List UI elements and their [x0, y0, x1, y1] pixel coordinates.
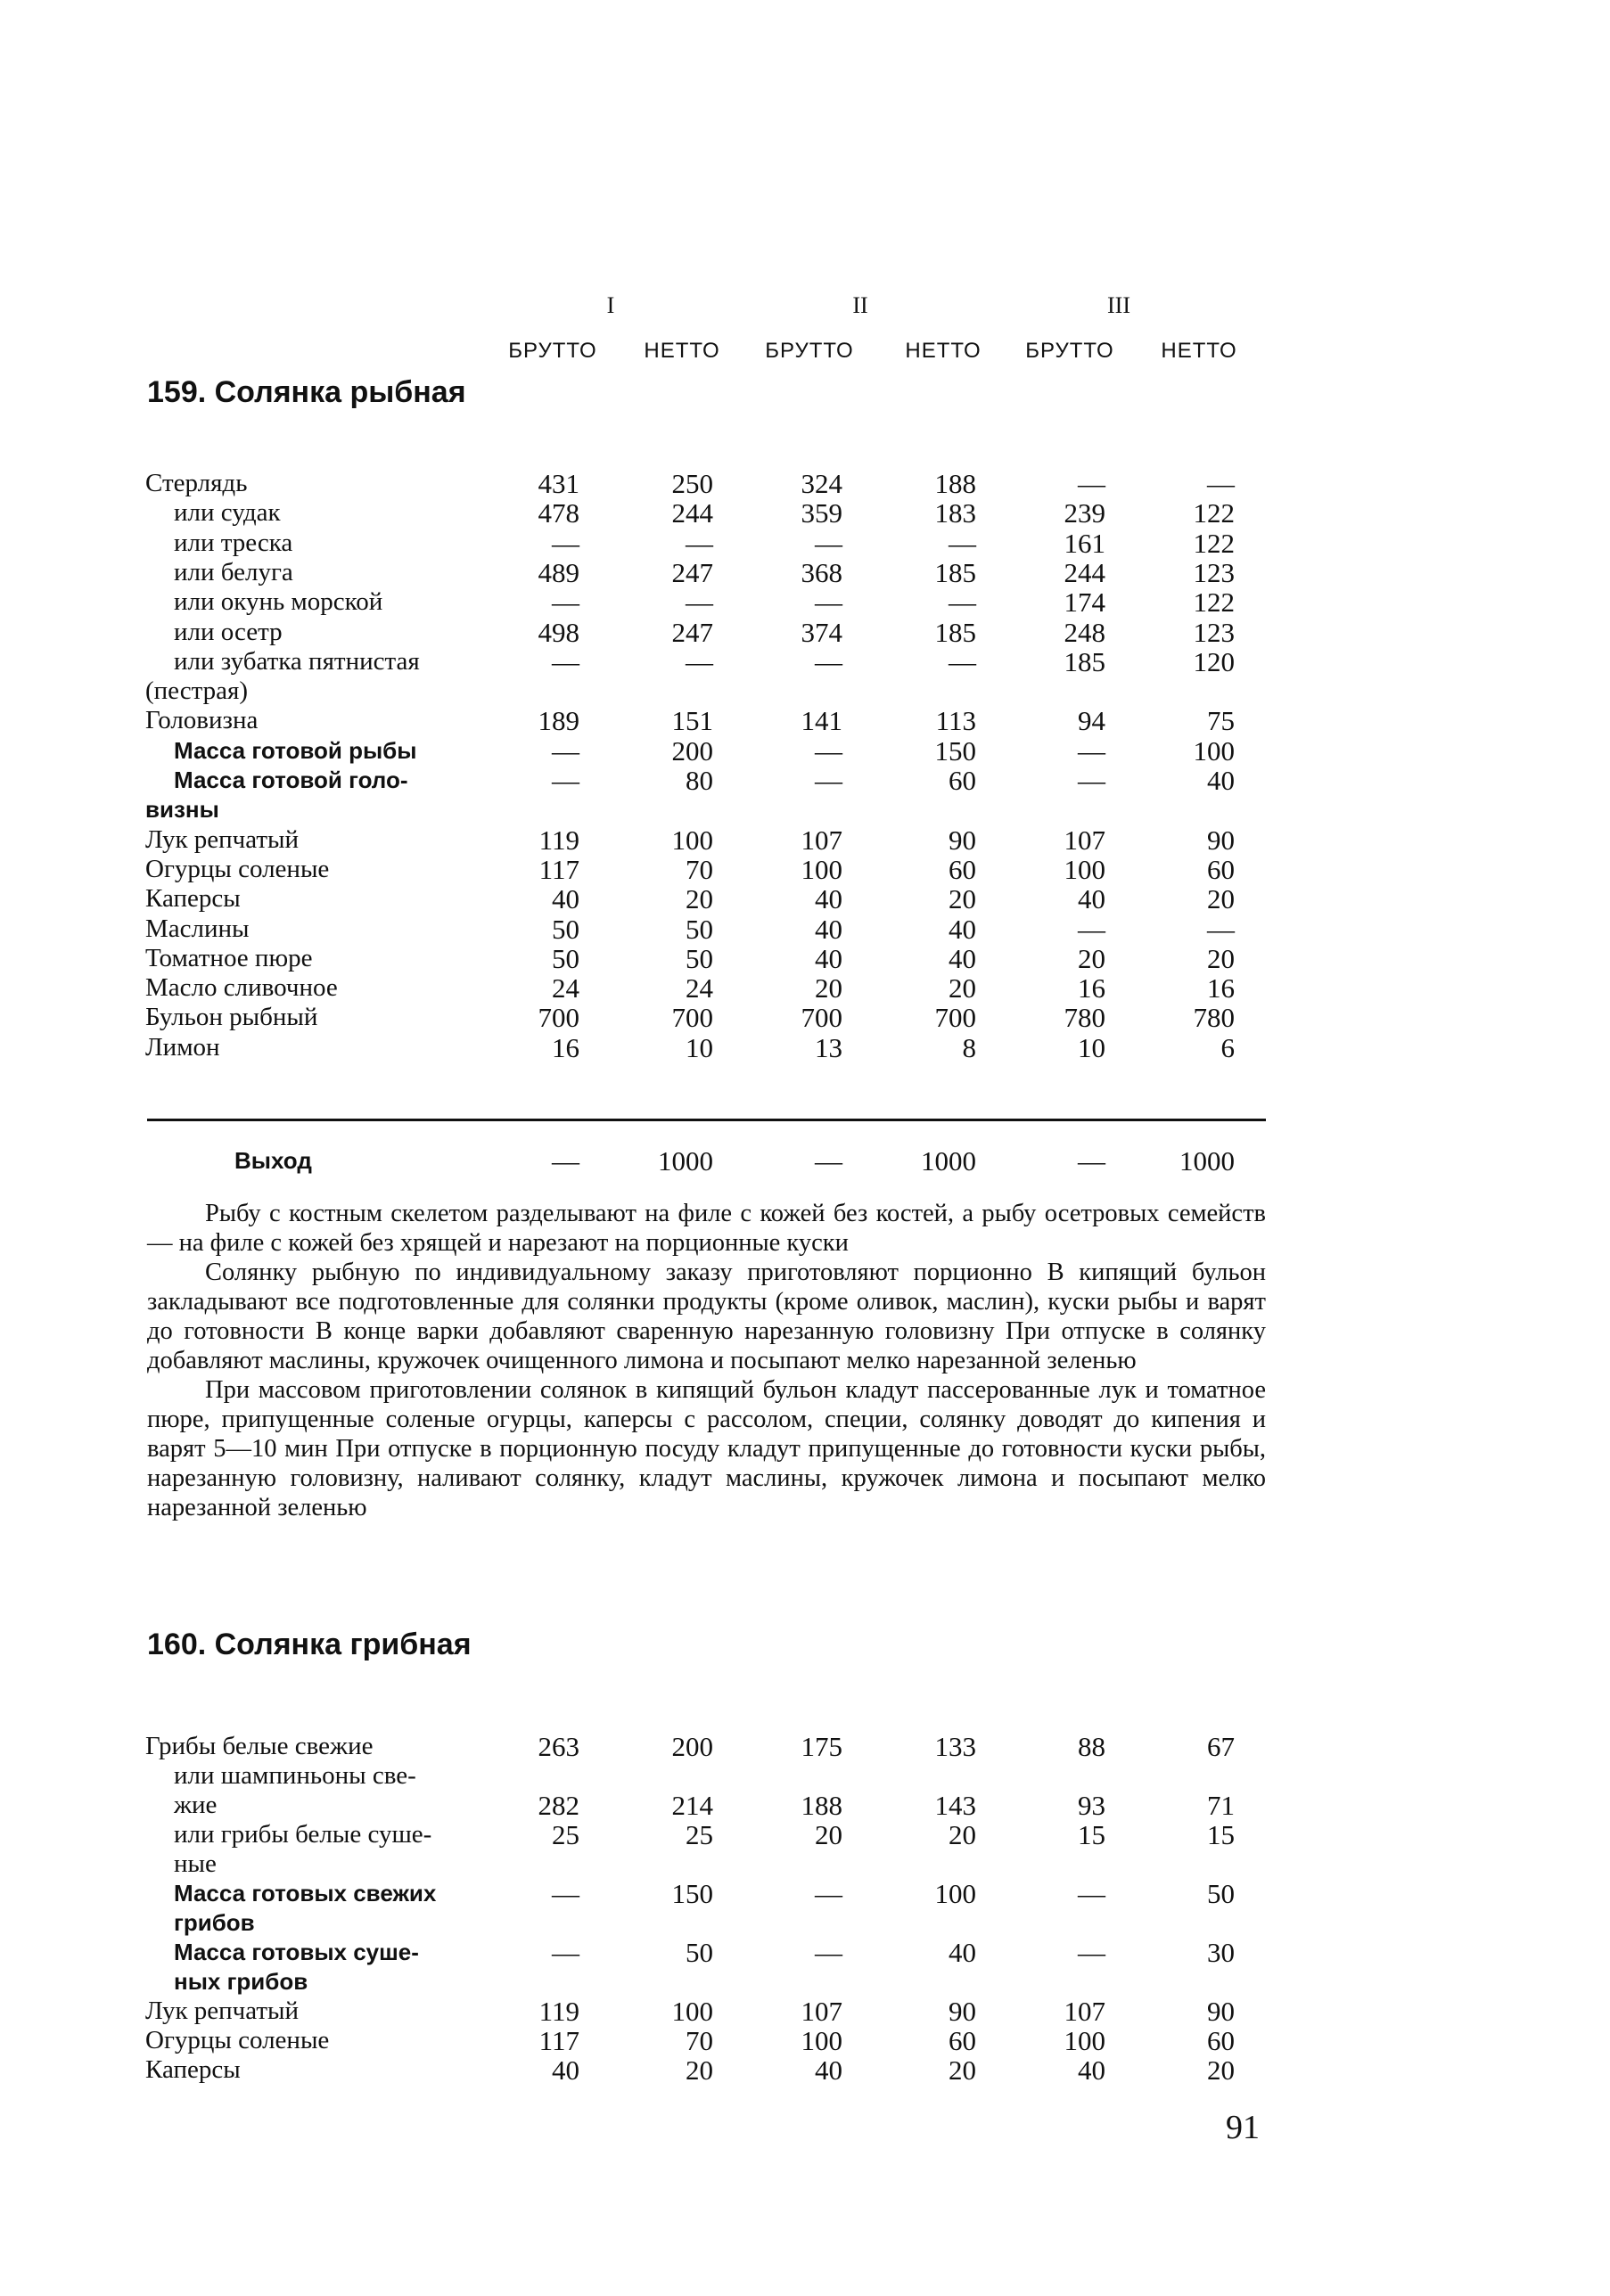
table-row: [0, 1761, 1610, 1791]
quantity-cell: 133: [934, 1731, 976, 1762]
ingredient-label: Масса готовой голо-: [174, 767, 408, 793]
table-row: [0, 914, 1610, 944]
quantity-cell: —: [1207, 468, 1235, 499]
ingredient-label: или шампиньоны све-: [174, 1761, 416, 1790]
quantity-cell: 40: [1078, 2054, 1105, 2086]
quantity-cell: 100: [934, 1878, 976, 1909]
quantity-cell: 40: [949, 1937, 976, 1968]
quantity-cell: —: [1078, 913, 1105, 945]
quantity-cell: 50: [552, 942, 579, 974]
quantity-cell: 247: [671, 616, 713, 648]
quantity-cell: 122: [1193, 586, 1235, 619]
quantity-cell: 90: [949, 1996, 976, 2027]
quantity-cell: 185: [934, 616, 976, 648]
quantity-cell: —: [1207, 913, 1235, 945]
quantity-cell: —: [815, 765, 842, 796]
yield-value: —: [815, 1145, 842, 1177]
quantity-cell: 20: [1207, 2054, 1235, 2086]
ingredient-label: или окунь морской: [174, 587, 383, 617]
quantity-cell: 70: [686, 2025, 713, 2056]
quantity-cell: 100: [1064, 853, 1105, 885]
table-row: [0, 706, 1610, 735]
table-row: [0, 558, 1610, 587]
table-row: [0, 884, 1610, 914]
table-row: [0, 529, 1610, 558]
quantity-cell: —: [815, 1878, 842, 1909]
quantity-cell: 100: [671, 824, 713, 856]
quantity-cell: 60: [949, 2025, 976, 2056]
quantity-cell: —: [949, 586, 976, 619]
quantity-cell: 60: [1207, 2025, 1235, 2056]
table-row: [0, 1997, 1610, 2026]
table-row: [0, 618, 1610, 647]
quantity-cell: —: [949, 645, 976, 677]
ingredient-label: или зубатка пятнистая: [174, 646, 420, 676]
quantity-cell: 40: [815, 913, 842, 945]
ingredient-label: Масса готовых свежих: [174, 1880, 437, 1906]
recipe-159-title: 159. Солянка рыбная: [147, 375, 466, 409]
ingredient-label: визны: [145, 796, 219, 824]
quantity-cell: 700: [671, 1002, 713, 1034]
yield-value: —: [552, 1145, 579, 1177]
quantity-cell: —: [1078, 1937, 1105, 1968]
quantity-cell: 150: [934, 734, 976, 767]
quantity-cell: 263: [538, 1731, 579, 1762]
quantity-cell: 20: [686, 2054, 713, 2086]
ingredient-label: ных грибов: [174, 1968, 308, 1995]
ingredient-label: Каперсы: [145, 884, 241, 914]
quantity-cell: 174: [1064, 586, 1105, 619]
quantity-cell: 200: [671, 1731, 713, 1762]
table-row: [0, 1791, 1610, 1820]
quantity-cell: 20: [815, 972, 842, 1004]
quantity-cell: 88: [1078, 1731, 1105, 1762]
quantity-cell: 40: [1207, 765, 1235, 796]
table-row: [0, 2055, 1610, 2085]
ingredient-label: ные: [174, 1849, 217, 1878]
column-header-brutto-1: БРУТТО: [508, 339, 597, 363]
quantity-cell: 71: [1207, 1790, 1235, 1821]
ingredient-label: Грибы белые свежие: [145, 1732, 374, 1760]
table-row: [0, 2026, 1610, 2055]
quantity-cell: 359: [801, 497, 842, 529]
quantity-cell: 324: [801, 468, 842, 499]
quantity-cell: 282: [538, 1790, 579, 1821]
quantity-cell: 90: [1207, 1996, 1235, 2027]
quantity-cell: 50: [686, 1937, 713, 1968]
quantity-cell: 40: [815, 942, 842, 974]
quantity-cell: —: [815, 1937, 842, 1968]
quantity-cell: 239: [1064, 497, 1105, 529]
table-row: [0, 1849, 1610, 1879]
table-row: [0, 766, 1610, 795]
quantity-cell: —: [815, 645, 842, 677]
quantity-cell: 50: [1207, 1878, 1235, 1909]
quantity-cell: —: [686, 527, 713, 559]
quantity-cell: 498: [538, 616, 579, 648]
ingredient-label: Бульон рыбный: [145, 1003, 318, 1032]
quantity-cell: 90: [949, 824, 976, 856]
table-row: [0, 825, 1610, 855]
page-number: 91: [1226, 2109, 1260, 2146]
ingredient-label: Масса готовой рыбы: [174, 736, 417, 764]
ingredient-label: или судак: [174, 498, 281, 528]
quantity-cell: 40: [815, 883, 842, 915]
quantity-cell: 368: [801, 556, 842, 588]
quantity-cell: 489: [538, 556, 579, 588]
quantity-cell: 24: [552, 972, 579, 1004]
ingredient-label: Масса готовых суше-: [174, 1939, 419, 1965]
yield-value: 1000: [658, 1145, 713, 1177]
quantity-cell: 700: [801, 1002, 842, 1034]
yield-divider: [147, 1119, 1266, 1121]
quantity-cell: 60: [1207, 853, 1235, 885]
column-group-iii: III: [1107, 292, 1130, 318]
quantity-cell: 25: [686, 1819, 713, 1850]
quantity-cell: 70: [686, 853, 713, 885]
quantity-cell: 20: [1078, 942, 1105, 974]
yield-value: 1000: [921, 1145, 976, 1177]
quantity-cell: 50: [686, 913, 713, 945]
quantity-cell: 141: [801, 705, 842, 737]
quantity-cell: 67: [1207, 1731, 1235, 1762]
quantity-cell: 200: [671, 734, 713, 767]
quantity-cell: 16: [552, 1031, 579, 1063]
ingredient-label: Лимон: [145, 1032, 220, 1062]
table-row: [0, 944, 1610, 973]
quantity-cell: 13: [815, 1031, 842, 1063]
quantity-cell: 50: [552, 913, 579, 945]
quantity-cell: 30: [1207, 1937, 1235, 1968]
quantity-cell: 185: [934, 556, 976, 588]
quantity-cell: 123: [1193, 616, 1235, 648]
quantity-cell: 75: [1207, 705, 1235, 737]
quantity-cell: 80: [686, 765, 713, 796]
ingredient-label: Маслины: [145, 914, 250, 943]
column-group-i: I: [606, 292, 615, 318]
quantity-cell: 107: [801, 1996, 842, 2027]
column-header-netto-3: НЕТТО: [1161, 339, 1237, 363]
quantity-cell: 780: [1193, 1002, 1235, 1034]
quantity-cell: 16: [1207, 972, 1235, 1004]
quantity-cell: 40: [949, 942, 976, 974]
instruction-paragraph: Солянку рыбную по индивидуальному заказу приготовляют порционно В кипящий бульон закладывают все подготовленные для солянки продукты (кроме оливок, маслин), куски рыбы и варят до готовности В конце варки добавляют сваренную нарезанную головизну При отпуске в солянку добавляют маслины, кружочек очищенного лимона и посыпают мелко нарезанной зеленью: [147, 1259, 1266, 1374]
quantity-cell: 244: [1064, 556, 1105, 588]
quantity-cell: 431: [538, 468, 579, 499]
quantity-cell: 100: [671, 1996, 713, 2027]
table-row: [0, 1820, 1610, 1849]
ingredient-label: Масло сливочное: [145, 973, 338, 1003]
instruction-paragraph: Рыбу с костным скелетом разделывают на филе с кожей без костей, а рыбу осетровых семейств — на филе с кожей без хрящей и нарезают на порционные куски: [147, 1200, 1266, 1257]
quantity-cell: 175: [801, 1731, 842, 1762]
quantity-cell: 247: [671, 556, 713, 588]
ingredient-label: Томатное пюре: [145, 943, 313, 972]
ingredient-label: Огурцы соленые: [145, 854, 330, 883]
ingredient-label: Лук репчатый: [145, 824, 300, 854]
quantity-cell: 24: [686, 972, 713, 1004]
quantity-cell: —: [686, 586, 713, 619]
quantity-cell: 20: [1207, 942, 1235, 974]
recipe-159-instructions: [147, 1199, 1266, 1522]
table-row: [0, 855, 1610, 884]
quantity-cell: 8: [962, 1031, 976, 1063]
quantity-cell: 10: [1078, 1031, 1105, 1063]
table-row: [0, 587, 1610, 617]
quantity-cell: 40: [949, 913, 976, 945]
quantity-cell: —: [949, 527, 976, 559]
ingredient-label: Головизна: [145, 706, 259, 735]
quantity-cell: 20: [815, 1819, 842, 1850]
quantity-cell: —: [552, 1937, 579, 1968]
quantity-cell: —: [1078, 734, 1105, 767]
quantity-cell: 25: [552, 1819, 579, 1850]
ingredient-label: Лук репчатый: [145, 1997, 300, 2025]
quantity-cell: —: [686, 645, 713, 677]
ingredient-label: Стерлядь: [145, 469, 248, 497]
ingredient-label: или белуга: [174, 557, 293, 586]
quantity-cell: —: [552, 765, 579, 796]
table-row: [0, 1879, 1610, 1908]
recipe-160-title: 160. Солянка грибная: [147, 1628, 472, 1661]
quantity-cell: 248: [1064, 616, 1105, 648]
ingredient-label: или грибы белые суше-: [174, 1820, 432, 1849]
quantity-cell: 15: [1078, 1819, 1105, 1850]
quantity-cell: 780: [1064, 1002, 1105, 1034]
table-row: [0, 795, 1610, 824]
quantity-cell: 119: [538, 824, 579, 856]
quantity-cell: 214: [671, 1790, 713, 1821]
column-group-ii: II: [852, 292, 868, 318]
quantity-cell: 20: [949, 883, 976, 915]
yield-label: Выход: [234, 1147, 312, 1174]
quantity-cell: —: [1078, 765, 1105, 796]
yield-row: [0, 1146, 1610, 1176]
quantity-cell: 16: [1078, 972, 1105, 1004]
quantity-cell: 60: [949, 765, 976, 796]
quantity-cell: 20: [949, 972, 976, 1004]
column-header-brutto-3: БРУТТО: [1025, 339, 1114, 363]
column-header-netto-1: НЕТТО: [644, 339, 720, 363]
quantity-cell: 117: [538, 2025, 579, 2056]
quantity-cell: 151: [671, 705, 713, 737]
quantity-cell: 107: [801, 824, 842, 856]
quantity-cell: —: [1078, 468, 1105, 499]
quantity-cell: 120: [1193, 645, 1235, 677]
ingredient-label: Огурцы соленые: [145, 2026, 330, 2054]
quantity-cell: 107: [1064, 1996, 1105, 2027]
table-row: [0, 1732, 1610, 1761]
quantity-cell: —: [815, 586, 842, 619]
quantity-cell: 107: [1064, 824, 1105, 856]
ingredient-label: Каперсы: [145, 2055, 241, 2084]
quantity-cell: 244: [671, 497, 713, 529]
quantity-cell: 100: [1193, 734, 1235, 767]
table-row: [0, 498, 1610, 528]
table-row: [0, 1003, 1610, 1032]
quantity-cell: 478: [538, 497, 579, 529]
quantity-cell: 188: [934, 468, 976, 499]
quantity-cell: 374: [801, 616, 842, 648]
table-row: [0, 1033, 1610, 1062]
quantity-cell: —: [552, 1878, 579, 1909]
table-row: [0, 647, 1610, 676]
quantity-cell: —: [552, 734, 579, 767]
quantity-cell: 50: [686, 942, 713, 974]
quantity-cell: 6: [1220, 1031, 1235, 1063]
quantity-cell: 250: [671, 468, 713, 499]
ingredient-label: грибов: [174, 1909, 255, 1936]
quantity-cell: 90: [1207, 824, 1235, 856]
quantity-cell: 161: [1064, 527, 1105, 559]
quantity-cell: 185: [1064, 645, 1105, 677]
quantity-cell: 188: [801, 1790, 842, 1821]
quantity-cell: —: [1078, 1878, 1105, 1909]
quantity-cell: 189: [538, 705, 579, 737]
ingredient-label: или треска: [174, 528, 293, 557]
table-row: [0, 469, 1610, 498]
table-row: [0, 736, 1610, 766]
quantity-cell: 40: [1078, 883, 1105, 915]
quantity-cell: —: [815, 527, 842, 559]
quantity-cell: 15: [1207, 1819, 1235, 1850]
quantity-cell: 60: [949, 853, 976, 885]
table-row: [0, 1967, 1610, 1997]
quantity-cell: 122: [1193, 527, 1235, 559]
quantity-cell: 20: [686, 883, 713, 915]
quantity-cell: 183: [934, 497, 976, 529]
quantity-cell: 700: [538, 1002, 579, 1034]
quantity-cell: 150: [671, 1878, 713, 1909]
column-header-brutto-2: БРУТТО: [765, 339, 854, 363]
quantity-cell: —: [552, 645, 579, 677]
quantity-cell: 20: [949, 1819, 976, 1850]
ingredient-label: жие: [174, 1791, 218, 1819]
quantity-cell: 94: [1078, 705, 1105, 737]
instruction-paragraph: При массовом приготовлении солянок в кипящий бульон кладут пассерованные лук и томатное пюре, припущенные соленые огурцы, каперсы с рассолом, специи, солянку доводят до кипения и варят 5—10 мин При отпуске в порционную посуду кладут припущенные до готовности куски рыбы, нарезанную головизну, наливают солянку, кладут маслины, кружочек лимона и посыпают мелко нарезанной зеленью: [147, 1376, 1266, 1521]
quantity-cell: 700: [934, 1002, 976, 1034]
quantity-cell: 117: [538, 853, 579, 885]
yield-value: 1000: [1179, 1145, 1235, 1177]
quantity-cell: 119: [538, 1996, 579, 2027]
table-row: [0, 1908, 1610, 1938]
ingredient-label: (пестрая): [145, 676, 249, 706]
quantity-cell: 10: [686, 1031, 713, 1063]
quantity-cell: —: [815, 734, 842, 767]
yield-value: —: [1078, 1145, 1105, 1177]
quantity-cell: 40: [815, 2054, 842, 2086]
quantity-cell: 122: [1193, 497, 1235, 529]
quantity-cell: 113: [935, 705, 976, 737]
ingredient-label: или осетр: [174, 617, 283, 646]
column-header-netto-2: НЕТТО: [905, 339, 982, 363]
quantity-cell: 93: [1078, 1790, 1105, 1821]
quantity-cell: 20: [949, 2054, 976, 2086]
quantity-cell: 100: [801, 2025, 842, 2056]
quantity-cell: —: [552, 586, 579, 619]
quantity-cell: 40: [552, 883, 579, 915]
table-row: [0, 1938, 1610, 1967]
quantity-cell: 100: [801, 853, 842, 885]
quantity-cell: 100: [1064, 2025, 1105, 2056]
quantity-cell: —: [552, 527, 579, 559]
quantity-cell: 143: [934, 1790, 976, 1821]
quantity-cell: 40: [552, 2054, 579, 2086]
table-row: [0, 973, 1610, 1003]
table-row: [0, 676, 1610, 706]
quantity-cell: 20: [1207, 883, 1235, 915]
quantity-cell: 123: [1193, 556, 1235, 588]
